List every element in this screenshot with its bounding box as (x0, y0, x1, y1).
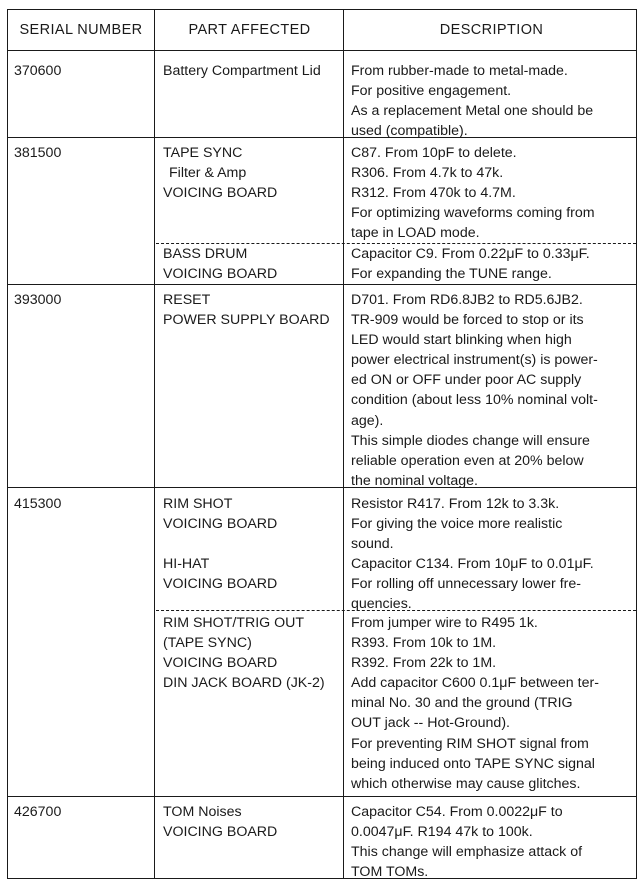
part-affected: RESET POWER SUPPLY BOARD (163, 292, 330, 329)
part-affected: TAPE SYNC Filter & Amp VOICING BOARD (163, 145, 278, 202)
header-serial-number: SERIAL NUMBER (19, 22, 143, 38)
revision-table (7, 9, 637, 879)
header-rule (8, 50, 636, 51)
serial-number: 381500 (14, 145, 62, 161)
header-description: DESCRIPTION (439, 22, 544, 38)
serial-number: 393000 (14, 292, 62, 308)
column-divider (343, 10, 344, 878)
serial-number: 415300 (14, 496, 62, 512)
description: Resistor R417. From 12k to 3.3k. For giving the voice more realistic sound. Capacitor C134. From 10μF to 0.01μF. For rolling off unnecessary lower fre- quencies. (351, 496, 594, 613)
description: From rubber-made to metal-made. For positive engagement. As a replacement Metal one should be used (compatible). (351, 63, 594, 140)
part-affected: BASS DRUM VOICING BOARD (163, 246, 278, 283)
serial-number: 426700 (14, 804, 62, 820)
header-part-affected: PART AFFECTED (188, 22, 311, 38)
part-affected: Battery Compartment Lid (163, 63, 321, 79)
part-affected: TOM Noises VOICING BOARD (163, 804, 278, 841)
description: C87. From 10pF to delete. R306. From 4.7k to 47k. R312. From 470k to 4.7M. For optimizing waveforms coming from tape in LOAD mode. (351, 145, 595, 242)
part-affected: RIM SHOT/TRIG OUT (TAPE SYNC) VOICING BOARD DIN JACK BOARD (JK-2) (163, 615, 325, 692)
description: D701. From RD6.8JB2 to RD5.6JB2. TR-909 would be forced to stop or its LED would start blinking when high power electrical instrument(s) is power- ed ON or OFF under poor AC supply condition (about less 10% nominal volt- age). This simple diodes change will ensure reliable operation even at 20% below the nominal voltage. (351, 292, 598, 489)
description: Capacitor C54. From 0.0022μF to 0.0047μF. R194 47k to 100k. This change will emphasize attack of TOM TOMs. (351, 804, 583, 881)
row-rule (8, 796, 636, 797)
column-divider (154, 10, 155, 878)
description: From jumper wire to R495 1k. R393. From 10k to 1M. R392. From 22k to 1M. Add capacitor C600 0.1μF between ter- minal No. 30 and the ground (TRIG OUT jack -- Hot-Ground). For preventing RIM SHOT signal from being induced onto TAPE SYNC signal which otherwise may cause glitches. (351, 615, 599, 792)
description: Capacitor C9. From 0.22μF to 0.33μF. For expanding the TUNE range. (351, 246, 590, 283)
part-affected: RIM SHOT VOICING BOARD HI-HAT VOICING BOARD (163, 496, 278, 593)
serial-number: 370600 (14, 63, 62, 79)
